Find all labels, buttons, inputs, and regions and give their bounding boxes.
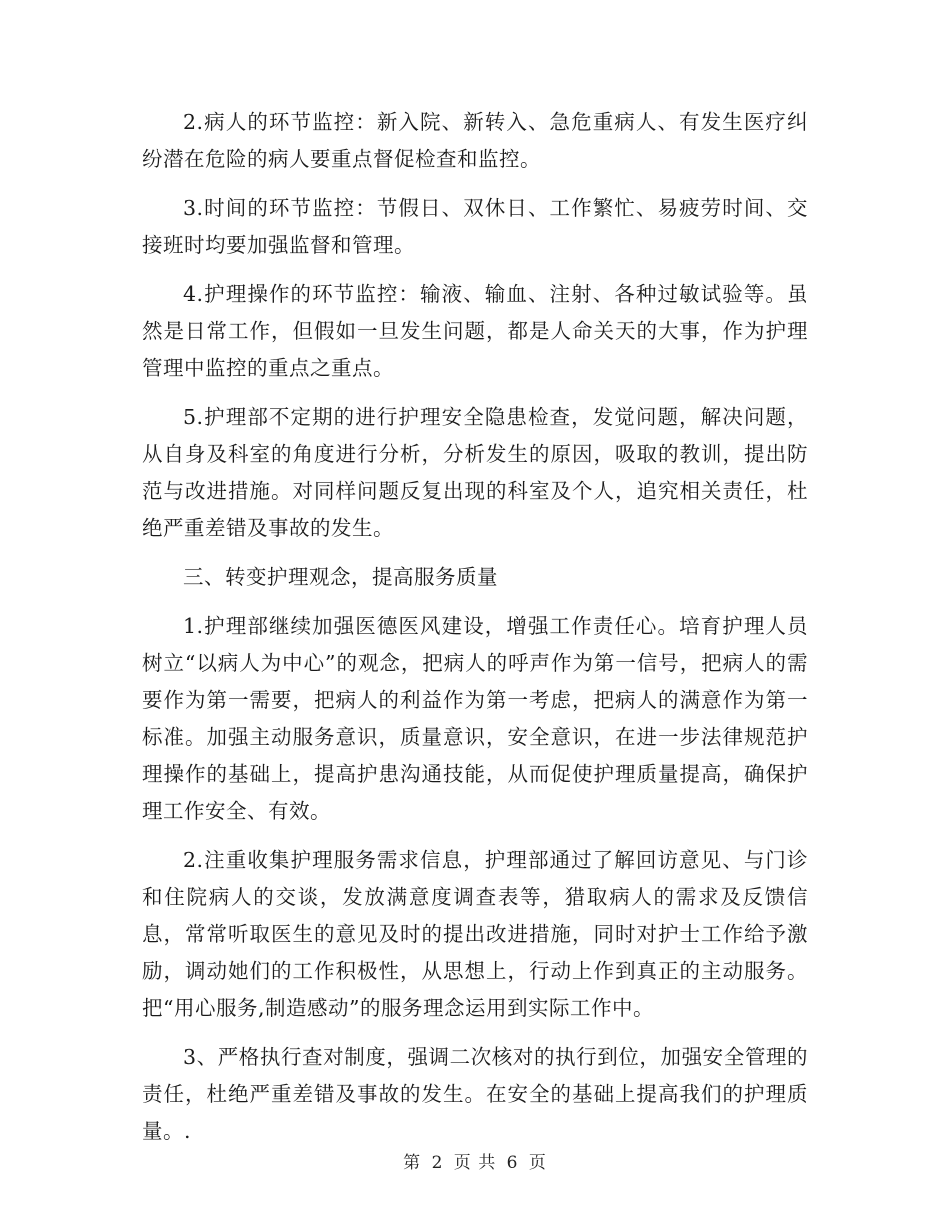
footer-prefix: 第 bbox=[403, 1153, 422, 1173]
footer-total-pages: 6 bbox=[506, 1153, 519, 1173]
footer-middle: 页 共 bbox=[453, 1153, 497, 1173]
page-footer bbox=[0, 1148, 950, 1173]
paragraph-demand-collection: 2.注重收集护理服务需求信息，护理部通过了解回访意见、与门诊和住院病人的交谈，发放满意度调查表等，猎取病人的需求及反馈信息，常常听取医生的意见及时的提出改进措施，同时对护士工作给予激励，调动她们的工作积极性，从思想上，行动上作到真正的主动服务。把“用心服务,制造感动”的服务理念运用到实际工作中。 bbox=[142, 848, 808, 1020]
section-heading-service-quality: 三、转变护理观念，提高服务质量 bbox=[183, 565, 498, 589]
footer-page-number: 2 bbox=[431, 1153, 444, 1173]
document-body bbox=[142, 104, 808, 1162]
paragraph-safety-inspection: 5.护理部不定期的进行护理安全隐患检查，发觉问题，解决问题，从自身及科室的角度进行分析，分析发生的原因，吸取的教训，提出防范与改进措施。对同样问题反复出现的科室及个人，追究相关责任，杜绝严重差错及事故的发生。 bbox=[142, 405, 808, 540]
paragraph-patient-monitoring: 2.病人的环节监控：新入院、新转入、急危重病人、有发生医疗纠纷潜在危险的病人要重点督促检查和监控。 bbox=[142, 110, 808, 171]
paragraph-checking-system: 3、严格执行查对制度，强调二次核对的执行到位，加强安全管理的责任，杜绝严重差错及事故的发生。在安全的基础上提高我们的护理质量。. bbox=[142, 1045, 808, 1143]
paragraph-ethics-building: 1.护理部继续加强医德医风建设，增强工作责任心。培育护理人员树立“以病人为中心”的观念，把病人的呼声作为第一信号，把病人的需要作为第一需要，把病人的利益作为第一考虑，把病人的满意作为第一标准。加强主动服务意识，质量意识，安全意识，在进一步法律规范护理操作的基础上，提高护患沟通技能，从而促使护理质量提高，确保护理工作安全、有效。 bbox=[142, 614, 808, 823]
footer-suffix: 页 bbox=[528, 1153, 547, 1173]
paragraph-time-monitoring: 3.时间的环节监控：节假日、双休日、工作繁忙、易疲劳时间、交接班时均要加强监督和管理。 bbox=[142, 196, 808, 257]
paragraph-operation-monitoring: 4.护理操作的环节监控：输液、输血、注射、各种过敏试验等。虽然是日常工作，但假如一旦发生问题，都是人命关天的大事，作为护理管理中监控的重点之重点。 bbox=[142, 282, 808, 380]
